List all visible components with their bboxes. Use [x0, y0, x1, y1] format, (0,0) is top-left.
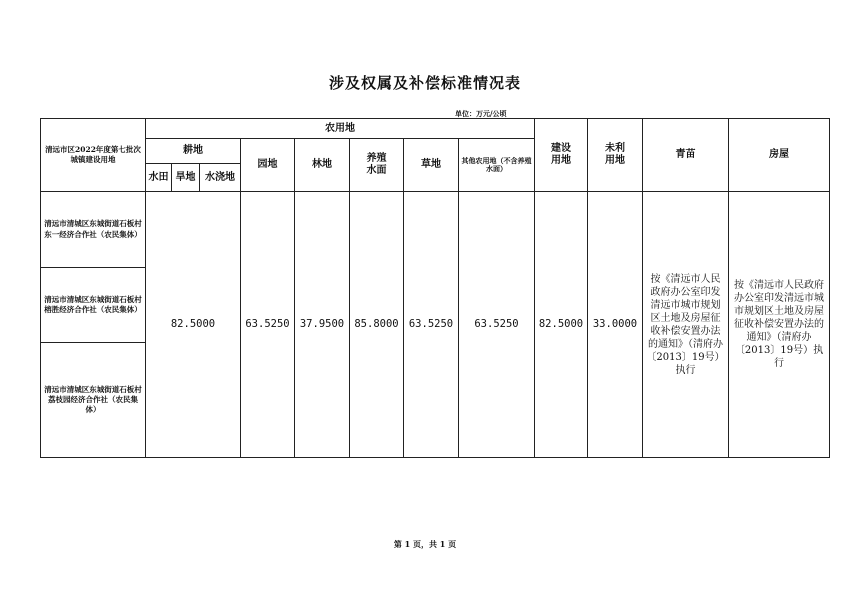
- header-garden: 园地: [241, 139, 295, 192]
- header-forest: 林地: [295, 139, 350, 192]
- value-unused: 33.0000: [588, 192, 643, 458]
- value-crops: 按《清远市人民政府办公室印发清远市城市规划区土地及房屋征收补偿安置办法的通知》（清府办〔2013〕19号）执行: [643, 192, 729, 458]
- value-arable: 82.5000: [146, 192, 241, 458]
- header-other-agri: 其他农用地（不含养殖水面）: [459, 139, 535, 192]
- header-aquaculture: 养殖水面: [350, 139, 404, 192]
- header-houses: 房屋: [729, 119, 830, 192]
- row-name: 清远市清城区东城街道石板村荔枝园经济合作社（农民集体）: [41, 343, 146, 458]
- value-garden: 63.5250: [241, 192, 295, 458]
- page-title: 涉及权属及补偿标准情况表: [328, 74, 521, 92]
- header-irrigated: 水浇地: [200, 164, 241, 192]
- row-name: 清远市清城区东城街道石板村榕胜经济合作社（农民集体）: [41, 268, 146, 343]
- table-row: [41, 192, 830, 268]
- value-aquaculture: 85.8000: [350, 192, 404, 458]
- header-construction: 建设用地: [535, 119, 588, 192]
- unit-label: 单位：万元/公顷: [455, 109, 507, 118]
- header-dry: 旱地: [172, 164, 200, 192]
- value-other-agri: 63.5250: [459, 192, 535, 458]
- compensation-table: [40, 118, 830, 458]
- header-grass: 草地: [404, 139, 459, 192]
- value-grass: 63.5250: [404, 192, 459, 458]
- header-agri: 农用地: [146, 119, 535, 139]
- value-construction: 82.5000: [535, 192, 588, 458]
- header-unused: 未利用地: [588, 119, 643, 192]
- header-corner: 清远市区2022年度第七批次城镇建设用地: [41, 119, 146, 192]
- value-houses: 按《清远市人民政府办公室印发清远市城市规划区土地及房屋征收补偿安置办法的通知》（清府办〔2013〕19号）执行: [729, 192, 830, 458]
- header-crops: 青苗: [643, 119, 729, 192]
- page-number: 第 1 页，共 1 页: [393, 539, 457, 549]
- header-arable: 耕地: [146, 139, 241, 164]
- header-paddy: 水田: [146, 164, 172, 192]
- row-name: 清远市清城区东城街道石板村东一经济合作社（农民集体）: [41, 192, 146, 268]
- value-forest: 37.9500: [295, 192, 350, 458]
